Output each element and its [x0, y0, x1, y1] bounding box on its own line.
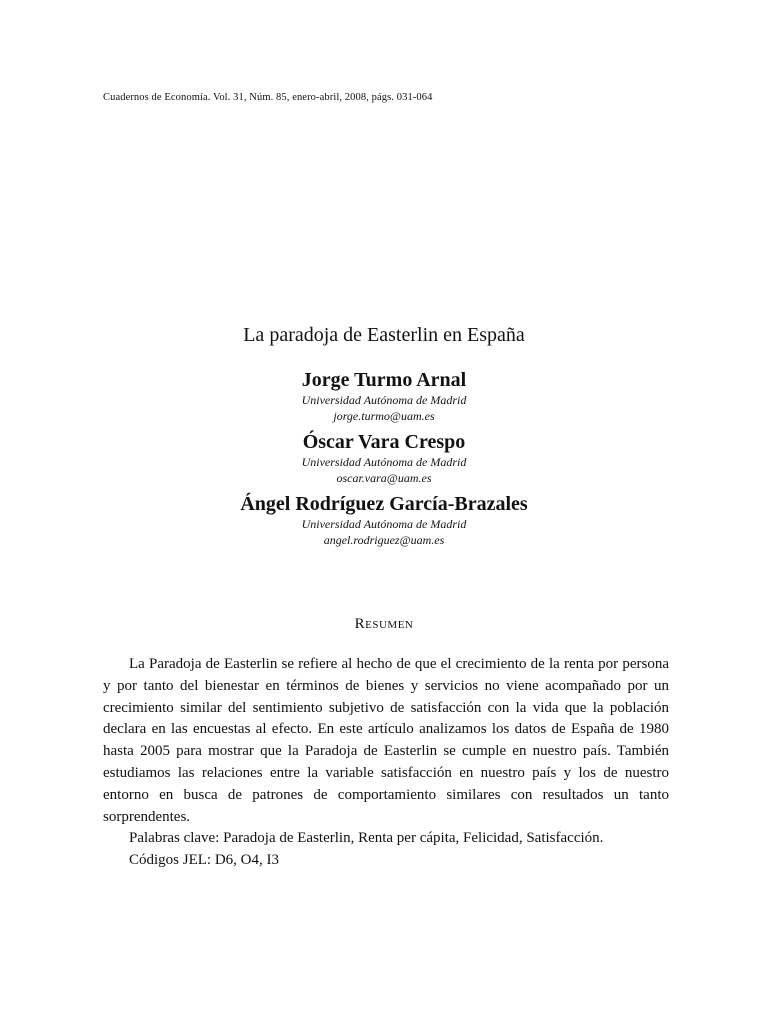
article-title: La paradoja de Easterlin en España — [243, 324, 525, 346]
author-affiliation: Universidad Autónoma de Madrid — [301, 393, 467, 407]
author-3 — [0, 492, 768, 548]
author-email: jorge.turmo@uam.es — [333, 409, 435, 423]
author-email: angel.rodriguez@uam.es — [323, 533, 445, 547]
author-name: Óscar Vara Crespo — [302, 431, 466, 453]
abstract-heading: Resumen — [354, 616, 414, 632]
running-head: Cuadernos de Economía. Vol. 31, Núm. 85, enero-abril, 2008, págs. 031-064 — [103, 92, 433, 103]
author-name: Ángel Rodríguez García-Brazales — [240, 493, 528, 515]
abstract-body: La Paradoja de Easterlin se refiere al hecho de que el crecimiento de la renta por persona y por tanto del bienestar en términos de bienes y servicios no viene acompañado por un crecimiento similar del sentimiento subjetivo de satisfacción con la vida que la población declara en las encuestas al efecto. En este artículo analizamos los datos de España de 1980 hasta 2005 para mostrar que la Paradoja de Easterlin se cumple en nuestro país. También estudiamos las relaciones entre la variable satisfacción en nuestro país y los de nuestro entorno en busca de patrones de comportamiento similares con resultados un tanto sorprendentes. — [103, 656, 669, 825]
author-list — [0, 368, 768, 548]
jel-codes: Códigos JEL: D6, O4, I3 — [129, 852, 279, 869]
title-block — [0, 322, 768, 554]
keywords: Palabras clave: Paradoja de Easterlin, Renta per cápita, Felicidad, Satisfacción. — [129, 830, 604, 847]
author-2 — [0, 430, 768, 486]
author-1 — [0, 368, 768, 424]
author-affiliation: Universidad Autónoma de Madrid — [301, 455, 467, 469]
author-email: oscar.vara@uam.es — [336, 471, 432, 485]
abstract — [103, 654, 669, 872]
author-affiliation: Universidad Autónoma de Madrid — [301, 517, 467, 531]
author-name: Jorge Turmo Arnal — [301, 369, 467, 391]
